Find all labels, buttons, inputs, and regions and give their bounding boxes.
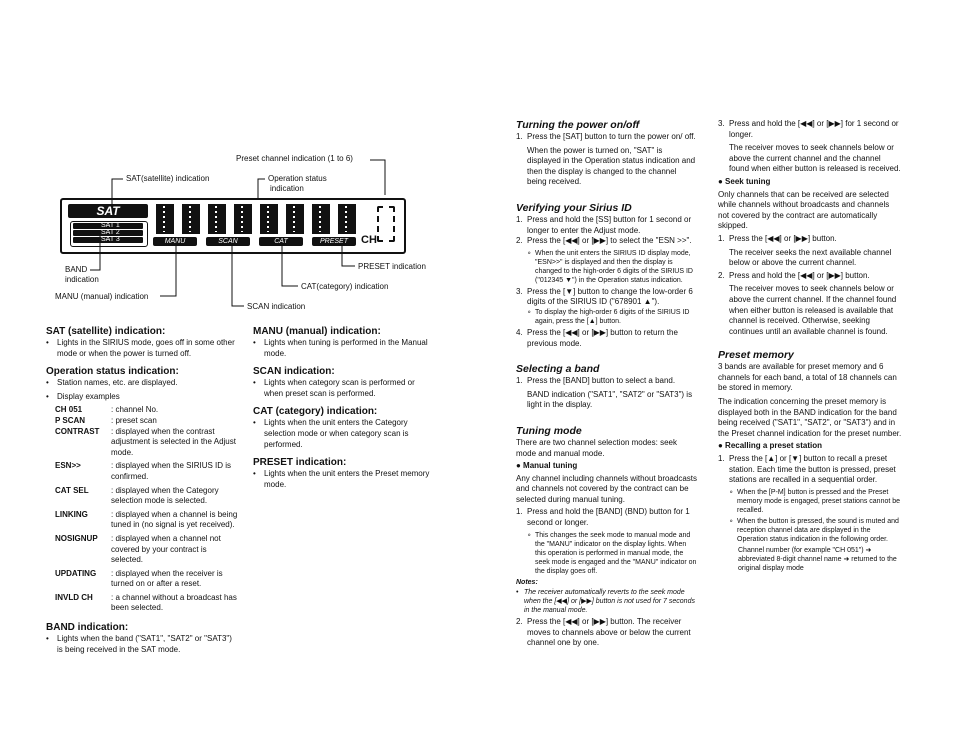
recall-note-3: Channel number (for example "CH 051") ➜ abbreviated 8-digit channel name ➜ returned to the original display mode <box>738 546 897 572</box>
verify-note-2: ∘ When the unit enters the SIRIUS ID display mode, "ESN>>" is displayed and then the display is changed to the high-order 6 digits of the SIRIUS ID ("012345 ▼") in the Operation status indication. <box>527 249 693 284</box>
power-step-1: 1. Press the [SAT] button to turn the power on/ off. <box>516 132 696 141</box>
manual-tuning-heading: ● Manual tuning <box>516 461 578 471</box>
callout-scan: SCAN indication <box>247 302 306 311</box>
right-column <box>718 119 902 573</box>
seek-step-2-detail: The receiver moves to seek channels below or above the current channel. If the channel found when either button is released is available that channel is received. Otherwise, seeking continues until an available channel is found. <box>729 284 897 336</box>
tuning-intro: There are two channel selection modes: seek mode and manual mode. <box>516 437 677 458</box>
segment-digit-2 <box>182 204 200 234</box>
display-examples <box>46 405 238 614</box>
callout-band: BAND <box>65 265 88 274</box>
example-row: CH 051 : channel No. <box>55 405 159 415</box>
segment-digit-5 <box>260 204 278 234</box>
preset-heading: PRESET indication: <box>253 457 347 469</box>
recall-note-2: ∘ When the button is pressed, the sound is muted and reception channel data are displayed in the Operation status indication in the following order. <box>729 517 899 543</box>
manu-bullet: • Lights when tuning is performed in the Manual mode. <box>253 338 428 358</box>
operation-bullet-2: • Display examples <box>46 391 120 401</box>
example-row: NOSIGNUP : displayed when a channel not covered by your contract is selected. <box>55 533 221 565</box>
power-step-1-detail: When the power is turned on, "SAT" is displayed in the Operation status indication and then the display is changed to the channel being received. <box>527 145 696 187</box>
sat-indicator <box>68 204 148 218</box>
segment-digit-6 <box>286 204 304 234</box>
preset-bullet: • Lights when the unit enters the Preset memory mode. <box>253 469 430 489</box>
segment-digit-4 <box>234 204 252 234</box>
manual-step-3: 3. Press and hold the [◀◀] or [▶▶] for 1 second or longer. <box>718 119 899 139</box>
example-row: UPDATING : displayed when the receiver is turned on or after a reset. <box>55 568 223 589</box>
band-bar-3 <box>73 237 143 243</box>
callout-preset: PRESET indication <box>358 262 426 271</box>
middle-column <box>516 119 698 649</box>
verify-step-2: 2. Press the [◀◀] or [▶▶] to select the "ESN >>". <box>516 236 692 246</box>
band-heading: BAND indication: <box>46 622 129 634</box>
scan-heading: SCAN indication: <box>253 366 335 378</box>
notes-heading: Notes: <box>516 578 538 586</box>
manual-step-2: 2. Press the [◀◀] or [▶▶] button. The receiver moves to channels above or below the current channel one by one. <box>516 617 691 648</box>
recall-note-1: ∘ When the [P-M] button is pressed and the Preset memory mode is engaged, preset stations cannot be recalled. <box>729 488 901 514</box>
callout-operation-status-2: indication <box>270 184 304 193</box>
seek-step-2: 2. Press and hold the [◀◀] or [▶▶] button. <box>718 270 870 280</box>
seek-tuning-heading: ● Seek tuning <box>718 176 771 186</box>
scan-indicator: SCAN <box>206 237 250 246</box>
example-row: INVLD CH : a channel without a broadcast has been selected. <box>55 592 237 613</box>
sat-indicator-label: SAT <box>96 204 120 218</box>
band-select-detail: BAND indication ("SAT1", "SAT2" or "SAT3") is light in the display. <box>527 389 693 410</box>
sat-bullet: • Lights in the SIRIUS mode, goes off in some other mode or when the power is turned off. <box>46 338 235 358</box>
verify-heading: Verifying your Sirius ID <box>516 201 632 214</box>
segment-digit-3 <box>208 204 226 234</box>
manual-tuning-text: Any channel including channels without broadcasts and channels not covered by the contract can be selected during manual tuning. <box>516 473 698 504</box>
callout-band-2: indication <box>65 275 99 284</box>
example-row: P SCAN : preset scan <box>55 415 157 425</box>
cat-indicator: CAT <box>259 237 303 246</box>
callout-cat: CAT(category) indication <box>301 282 389 291</box>
seek-step-1-detail: The receiver seeks the next available channel below or above the current channel. <box>729 247 892 268</box>
band-select-step-1: 1. Press the [BAND] button to select a band. <box>516 376 676 386</box>
preset-memory-p1: 3 bands are available for preset memory and 6 channels for each band, a total of 18 channels can be stored in memory. <box>718 362 897 393</box>
ch-label: CH <box>361 234 377 246</box>
callout-preset-channel: Preset channel indication (1 to 6) <box>236 154 353 163</box>
preset-channel-digit <box>377 206 395 242</box>
seek-tuning-text: Only channels that can be received are selected while channels without broadcasts and channels not covered by the contract are automatically skipped. <box>718 189 890 231</box>
callout-manu: MANU (manual) indication <box>55 292 149 301</box>
preset-indicator: PRESET <box>312 237 356 246</box>
verify-note-3: ∘ To display the high-order 6 digits of the SIRIUS ID again, press the [▲] button. <box>527 308 690 325</box>
callout-operation-status: Operation status <box>268 174 327 183</box>
operation-heading: Operation status indication: <box>46 366 179 378</box>
segment-digit-1 <box>156 204 174 234</box>
callout-sat: SAT(satellite) indication <box>126 174 210 183</box>
manu-heading: MANU (manual) indication: <box>253 326 381 337</box>
recall-step-1: 1. Press the [▲] or [▼] button to recall a preset station. Each time the button is pressed, preset stations are recalled in a sequential order. <box>718 454 896 485</box>
left-column-b <box>253 326 435 490</box>
cat-bullet: • Lights when the unit enters the Category selection mode or when category scan is performed. <box>253 418 409 449</box>
recall-heading: ● Recalling a preset station <box>718 441 822 451</box>
band-2-label: SAT 2 <box>101 229 120 236</box>
preset-memory-heading: Preset memory <box>718 349 794 362</box>
example-row: CAT SEL : displayed when the Category selection mode is selected. <box>55 485 219 506</box>
band-bullet: • Lights when the band ("SAT1", "SAT2" or "SAT3") is being received in the SAT mode. <box>46 634 232 654</box>
sat-heading: SAT (satellite) indication: <box>46 326 166 337</box>
manu-indicator: MANU <box>153 237 197 246</box>
example-row: CONTRAST : displayed when the contrast adjustment is selected in the Adjust mode. <box>55 426 236 457</box>
scan-bullet: • Lights when category scan is performed or when preset scan is performed. <box>253 378 415 398</box>
segment-digit-8 <box>338 204 356 234</box>
operation-bullet-1: • Station names, etc. are displayed. <box>46 378 178 388</box>
preset-memory-p2: The indication concerning the preset memory is displayed both in the BAND indication for the band being received ("SAT1", "SAT2", or "SAT3") and in the Preset channel indication for the preset number. <box>718 397 902 438</box>
band-1-label: SAT 1 <box>101 222 120 229</box>
verify-step-1: 1. Press and hold the [SS] button for 1 second or longer to enter the Adjust mode. <box>516 214 692 235</box>
preset-channel-digit-value: 8 <box>381 214 391 231</box>
manual-step-3-detail: The receiver moves to seek channels below or above the current channel and the channel found when either button is released is received. <box>729 143 901 174</box>
segment-digit-7 <box>312 204 330 234</box>
cat-heading: CAT (category) indication: <box>253 406 378 418</box>
example-row: ESN>> : displayed when the SIRIUS ID is confirmed. <box>55 461 232 481</box>
verify-step-3: 3. Press the [▼] button to change the low-order 6 digits of the SIRIUS ID ("678901 ▲"). <box>516 286 693 307</box>
band-select-heading: Selecting a band <box>516 363 600 376</box>
notes-item: • The receiver automatically reverts to the seek mode when the [◀◀] or [▶▶] button is not used for 7 seconds in the manual mode. <box>516 589 695 615</box>
seek-step-1: 1. Press the [◀◀] or [▶▶] button. <box>718 233 837 243</box>
example-row: LINKING : displayed when a channel is being tuned in (no signal is yet received). <box>55 509 238 530</box>
tuning-heading: Tuning mode <box>516 424 582 437</box>
power-heading: Turning the power on/off <box>516 119 640 131</box>
manual-step-1: 1. Press and hold the [BAND] (BND) button for 1 second or longer. <box>516 507 690 528</box>
manual-note-1: ∘ This changes the seek mode to manual mode and the "MANU" indicator on the display lights. When this operation is performed in manual mode, the seek mode is engaged and the "MANU" indicator on the display goes off. <box>527 531 697 575</box>
band-3-label: SAT 3 <box>101 236 120 243</box>
verify-step-4: 4. Press the [◀◀] or [▶▶] button to return the previous mode. <box>516 327 678 348</box>
left-column-a <box>46 326 238 655</box>
band-indicator-box <box>70 221 148 247</box>
